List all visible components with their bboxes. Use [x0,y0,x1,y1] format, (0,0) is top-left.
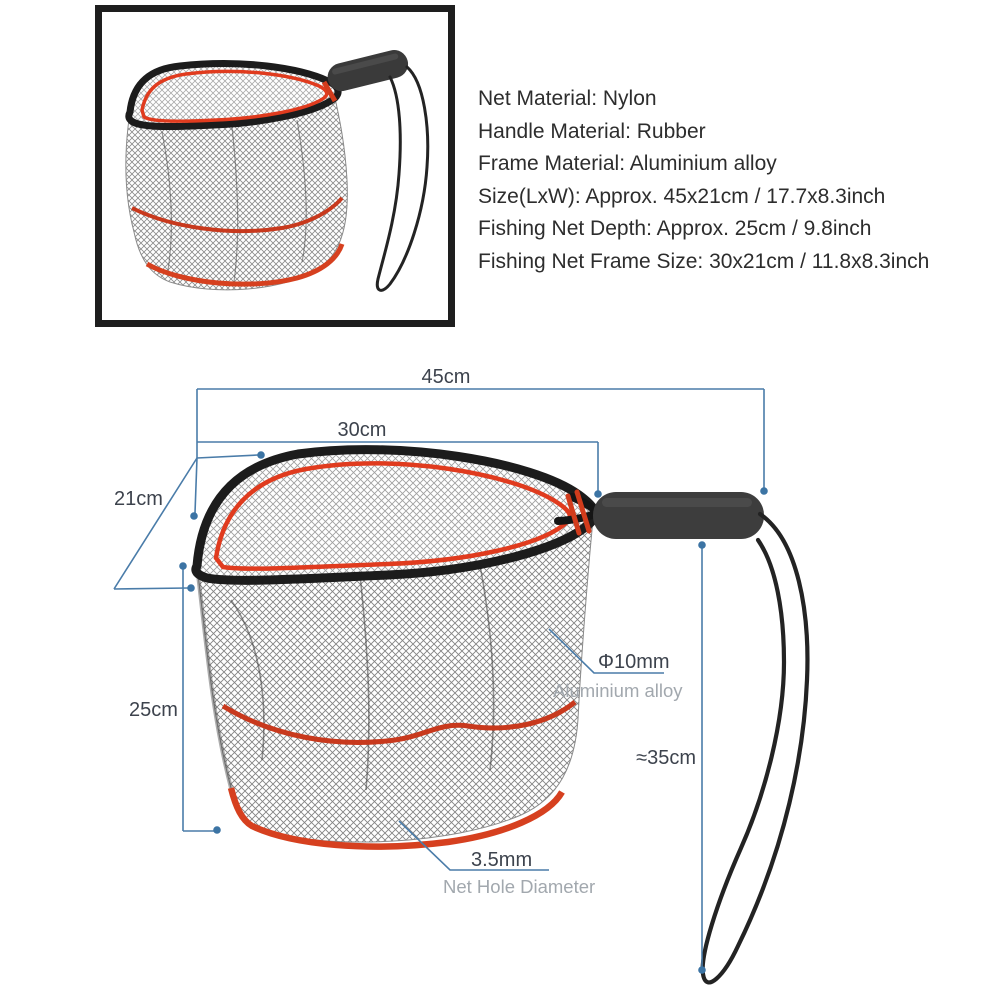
spec-line-net-depth: Fishing Net Depth: Approx. 25cm / 9.8inch [478,217,872,240]
dim-25cm-label: 25cm [129,699,178,721]
spec-line-handle-material: Handle Material: Rubber [478,119,706,143]
spec-line-frame-material: Frame Material: Aluminium alloy [478,152,777,175]
callout-net-hole-label: Net Hole Diameter [443,876,596,897]
callout-10mm-label: Φ10mm [598,651,670,673]
dim-21cm-label: 21cm [114,488,163,510]
callout-3-5mm-label: 3.5mm [471,849,533,871]
dim-45cm-label: 45cm [421,366,471,388]
callout-frame-material-label: Aluminium alloy [553,680,683,701]
spec-line-size: Size(LxW): Approx. 45x21cm / 17.7x8.3inch [478,184,886,208]
net-handle [593,492,764,539]
dim-30cm-label: 30cm [337,419,387,441]
spec-line-net-material: Net Material: Nylon [478,87,657,110]
dim-35cm-label: ≈35cm [636,747,696,769]
net-lanyard [703,514,808,982]
spec-line-frame-size: Fishing Net Frame Size: 30x21cm / 11.8x8.3inch [478,249,930,273]
